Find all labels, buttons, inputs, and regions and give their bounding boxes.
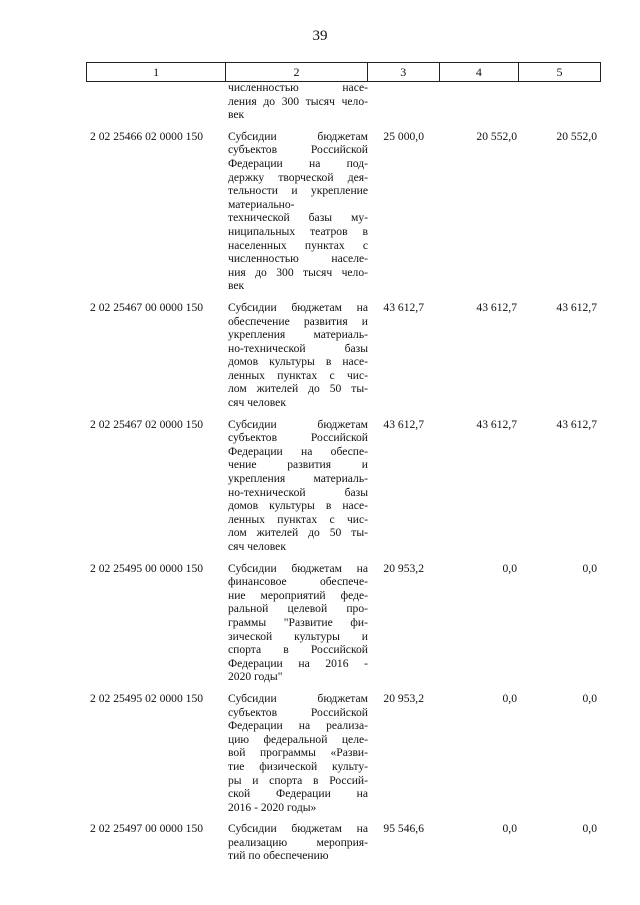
- description-line: цию федеральной целе-: [228, 732, 368, 746]
- amount-col-5: 0,0: [582, 691, 597, 705]
- description-line: Федерации на 2016 -: [228, 656, 368, 670]
- amount-col-4: 0,0: [502, 822, 517, 836]
- description-line: ниципальных театров в: [228, 224, 368, 238]
- column-header-2: 2: [226, 63, 367, 82]
- description-line: домов культуры в насе-: [228, 499, 368, 513]
- description-line: вой программы «Разви-: [228, 746, 368, 760]
- column-header-1: 1: [87, 63, 226, 82]
- table-row: [86, 562, 601, 684]
- description-line: лом жителей до 50 ты-: [228, 382, 368, 396]
- description-line: субъектов Российской: [228, 431, 368, 445]
- description-line: реализацию мероприя-: [228, 835, 368, 849]
- description-line: Субсидии бюджетам на: [228, 822, 368, 836]
- amount-col-3: 25 000,0: [383, 129, 424, 143]
- income-description: [226, 562, 368, 684]
- description-line: укрепления материаль-: [228, 472, 368, 486]
- budget-code: [86, 81, 226, 122]
- amount-col-3: 20 953,2: [383, 691, 424, 705]
- description-line: ской Федерации на: [228, 787, 368, 801]
- row-spacer: [86, 410, 601, 418]
- table-header: [86, 62, 601, 82]
- description-line: субъектов Российской: [228, 143, 368, 157]
- amount-col-3: 95 546,6: [383, 822, 424, 836]
- description-line: Субсидии бюджетам: [228, 129, 368, 143]
- budget-code: 2 02 25467 00 0000 150: [90, 300, 204, 314]
- table-row: [86, 81, 601, 122]
- description-line: Субсидии бюджетам на: [228, 300, 368, 314]
- income-description: [226, 418, 368, 554]
- amount-col-5: [519, 81, 601, 122]
- description-line: технической базы му-: [228, 211, 368, 225]
- column-header-3: 3: [367, 63, 439, 82]
- budget-code: 2 02 25495 00 0000 150: [90, 561, 204, 575]
- description-line: Субсидии бюджетам на: [228, 561, 368, 575]
- amount-col-4: 43 612,7: [476, 300, 517, 314]
- amount-col-3: 43 612,7: [383, 300, 424, 314]
- description-line: ленных пунктах с чис-: [228, 512, 368, 526]
- description-line: ральной целевой про-: [228, 602, 368, 616]
- description-line: сяч человек: [228, 396, 286, 410]
- table-row: [86, 418, 601, 554]
- description-line: ния до 300 тысяч чело-: [228, 265, 368, 279]
- amount-col-3: [368, 81, 440, 122]
- description-line: 2020 годы": [228, 670, 283, 684]
- description-line: 2016 - 2020 годы»: [228, 800, 317, 814]
- description-line: держку творческой дея-: [228, 170, 368, 184]
- row-spacer: [86, 122, 601, 130]
- description-line: ние мероприятий феде-: [228, 588, 368, 602]
- description-line: населенных пунктах с: [228, 238, 368, 252]
- description-line: Федерации на реализа-: [228, 719, 368, 733]
- table-row: [86, 692, 601, 814]
- budget-code: 2 02 25466 02 0000 150: [90, 129, 204, 143]
- amount-col-4: 43 612,7: [476, 417, 517, 431]
- amount-col-4: 0,0: [502, 561, 517, 575]
- table-row: [86, 822, 601, 863]
- amount-col-3: 20 953,2: [383, 561, 424, 575]
- table-row: [86, 130, 601, 293]
- income-description: [226, 692, 368, 814]
- income-description: [226, 822, 368, 863]
- description-line: Субсидии бюджетам: [228, 691, 368, 705]
- amount-col-5: 43 612,7: [556, 300, 597, 314]
- description-line: Федерации на под-: [228, 156, 368, 170]
- income-description: [226, 301, 368, 410]
- table-body: [86, 81, 601, 863]
- description-line: численностью насе-: [228, 81, 368, 94]
- description-line: тельности и укрепление: [228, 184, 368, 198]
- row-spacer: [86, 684, 601, 692]
- description-line: чение развития и: [228, 458, 368, 472]
- description-line: субъектов Российской: [228, 705, 368, 719]
- amount-col-5: 0,0: [582, 822, 597, 836]
- description-line: материально-: [228, 197, 295, 211]
- description-line: Федерации на обеспе-: [228, 444, 368, 458]
- amount-col-4: 20 552,0: [476, 129, 517, 143]
- description-line: ры и спорта в Россий-: [228, 773, 368, 787]
- budget-code: 2 02 25495 02 0000 150: [90, 691, 204, 705]
- description-line: ленных пунктах с чис-: [228, 368, 368, 382]
- description-line: но-технической базы: [228, 341, 368, 355]
- description-line: Субсидии бюджетам: [228, 417, 368, 431]
- description-line: ления до 300 тысяч чело-: [228, 94, 368, 108]
- amount-col-5: 20 552,0: [556, 129, 597, 143]
- description-line: численностью населе-: [228, 252, 368, 266]
- description-line: зической культуры и: [228, 629, 368, 643]
- description-line: век: [228, 108, 245, 122]
- description-line: домов культуры в насе-: [228, 355, 368, 369]
- page-number: 39: [312, 28, 328, 44]
- amount-col-5: 43 612,7: [556, 417, 597, 431]
- description-line: тий по обеспечению: [228, 849, 329, 863]
- description-line: укрепления материаль-: [228, 328, 368, 342]
- budget-code: 2 02 25497 00 0000 150: [90, 822, 204, 836]
- amount-col-4: [440, 81, 519, 122]
- description-line: спорта в Российской: [228, 643, 368, 657]
- amount-col-4: 0,0: [502, 691, 517, 705]
- description-line: лом жителей до 50 ты-: [228, 526, 368, 540]
- amount-col-5: 0,0: [582, 561, 597, 575]
- table-row: [86, 301, 601, 410]
- amount-col-3: 43 612,7: [383, 417, 424, 431]
- column-header-4: 4: [439, 63, 518, 82]
- description-line: век: [228, 279, 245, 293]
- income-description: [226, 81, 368, 122]
- description-line: но-технической базы: [228, 485, 368, 499]
- description-line: обеспечение развития и: [228, 314, 368, 328]
- row-spacer: [86, 814, 601, 822]
- column-header-5: 5: [518, 63, 600, 82]
- row-spacer: [86, 554, 601, 562]
- description-line: граммы "Развитие фи-: [228, 615, 368, 629]
- row-spacer: [86, 293, 601, 301]
- description-line: сяч человек: [228, 540, 286, 553]
- income-description: [226, 130, 368, 293]
- description-line: финансовое обеспече-: [228, 575, 368, 589]
- description-line: тие физической культу-: [228, 759, 368, 773]
- budget-code: 2 02 25467 02 0000 150: [90, 417, 204, 431]
